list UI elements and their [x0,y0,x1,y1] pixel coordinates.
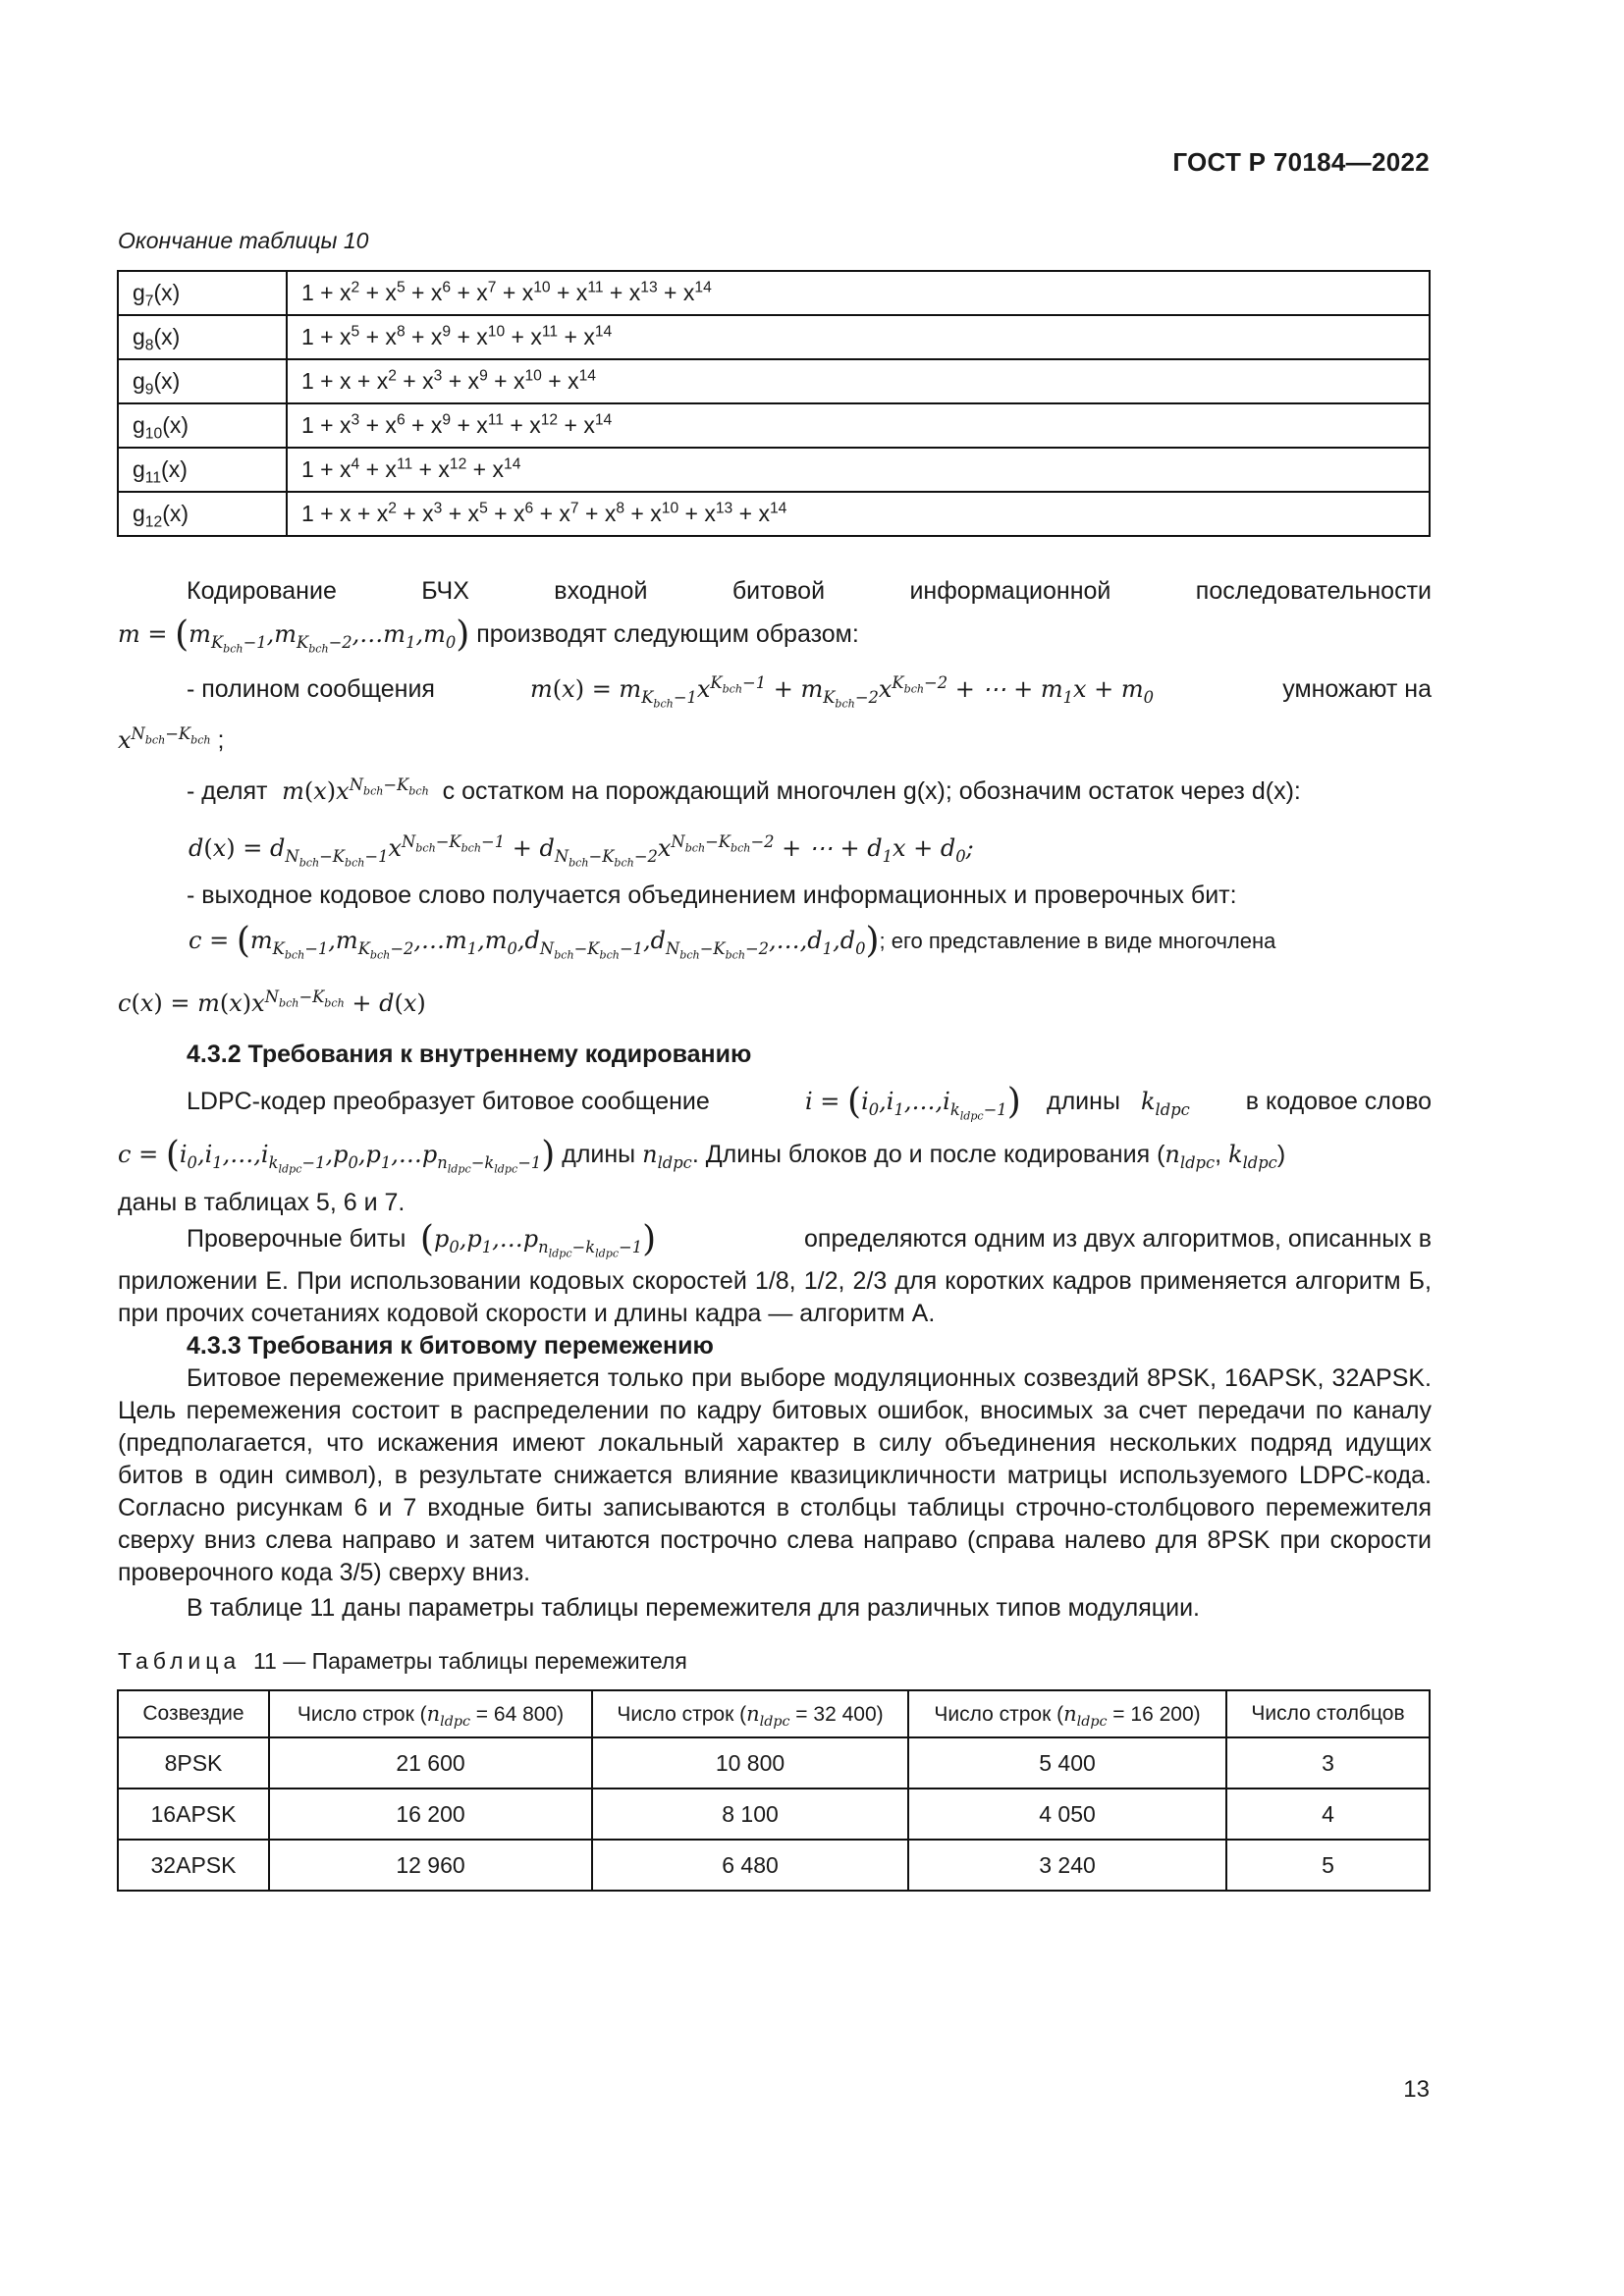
item-divide: - делят $m(x)x^{N_{bch}-K_{bch}}$ с остатком на порождающий многочлен g(x); обозначим остаток через d(x): [187,775,1301,805]
table10 [117,270,1431,537]
table-row: $g_7(x)$ $1 + x^2 + x^5 + x^6 + x^7 + x^{10} + x^{11} + x^{13} + x^{14}$ [118,271,1430,315]
formula-remainder: $d(x) = d_{N_{bch}-K_{bch}-1}x^{N_{bch}-K_{bch}-1} + d_{N_{bch}-K_{bch}-2}x^{N_{bch}-K_{bch}-2}$ + ⋯ + $d_1x + d_0$; [189,832,974,870]
paragraph-ldpc-line2: $c = (i_0,i_1,\dots,i_{k_{ldpc}-1},p_0,p_1,\dots p_{n_{ldpc}-k_{ldpc}-1})$ длины $n_{ldpc}$. Длины блоков до и после кодирования ($n_{ldpc}$, $k_{ldpc}$) [118,1135,1286,1176]
formula-codeword-poly: $c(x) = m(x)x^{N_{bch}-K_{bch}} + d(x)$ [118,988,426,1017]
table11 [117,1689,1431,1892]
paragraph-table11-ref: В таблице 11 даны параметры таблицы перемежителя для различных типов модуляции. [187,1594,1200,1622]
paragraph-interleaving: Битовое перемежение применяется только при выборе модуляционных созвездий 8PSK, 16APSK, 32APSK. Цель перемежения состоит в распределении по кадру битовых ошибок, вносимых за счет передачи по каналу (предполагается, что искажения имеют локальный характер в силу объединения нескольких подряд идущих битов в один символ), в результате снижается влияние квазицикличности матрицы используемого LDPC-кода. Согласно рисункам 6 и 7 входные биты записываются в столбцы таблицы строчно-столбцового перемежителя сверху вниз слева направо и затем читаются построчно слева направо (справа налево для 8PSK при скорости проверочного кода 3/5) сверху вниз. [118,1364,1432,1586]
document-page: ГОСТ Р 70184—2022 Окончание таблицы 10 $g_7(x)$ $1 + x^2 + x^5 + x^6 + x^7 + x^{10} + x^{11} + x^{13} + x^{14}$ $g_8(x)$ $1 + x^5 + x^8 + x^9 + x^{10} + x^{11} + x^{14}$ $g_9(x)$ $1 + x + x^2 + x^3 + x^9 + x^{10} + x^{14}$ $g_{10}(x)$ $1 + x^3 + x^6 + x^9 + x^{11} + x^{12} + x^{14}$ $g_{11}(x)$ $1 + x^4 + x^{11} + x^{12} + x^{14}$ $g_{12}(x)$ $1 + x + x^2 + x^3 + x^5 + x^6 + x^7 + x^8 + x^{10} + x^{13} + x^{14}$ Кодирование БЧХ входной битовой информационной последовательности $m = (m_{K_{bch}-1},m_{K_{bch}-2},\dots m_1,m_0)$ производят следующим образом: - полином сообщения $m(x) = m_{K_{bch}-1}x^{K_{bch}-1} + m_{K_{bch}-2}x^{K_{bch}-2}$ + ⋯ + $m_1x + m_0$ умножают на $x^{N_{bch}-K_{bch}}$ ; - делят $m(x)x^{N_{bch}-K_{bch}}$ с остатком на порождающий многочлен g(x); обозначим остаток через d(x): $d(x) = d_{N_{bch}-K_{bch}-1}x^{N_{bch}-K_{bch}-1} + d_{N_{bch}-K_{bch}-2}x^{N_{bch}-K_{bch}-2}$ + ⋯ + $d_1x + d_0$; - выходное кодовое слово получается объединением информационных и проверочных бит: $c = (m_{K_{bch}-1},m_{K_{bch}-2},\dots m_1,m_0,d_{N_{bch}-K_{bch}-1},d_{N_{bch}-K_{bch}-2},\dots,d_1,d_0)$; его представление в виде многочлена $c(x) = m(x)x^{N_{bch}-K_{bch}} + d(x)$ 4.3.2 Требования к внутреннему кодированию LDPC-кодер преобразует битовое сообщение $i = (i_0,i_1,\dots,i_{k_{ldpc}-1})$ длины $k_{ldpc}$ в кодовое слово $c = (i_0,i_1,\dots,i_{k_{ldpc}-1},p_0,p_1,\dots p_{n_{ldpc}-k_{ldpc}-1})$ длины $n_{ldpc}$. Длины блоков до и после кодирования ($n_{ldpc}$, $k_{ldpc}$) даны в таблицах 5, 6 и 7. Проверочные биты $(p_0,p_1,\dots p_{n_{ldpc}-k_{ldpc}-1})$ определяются одним из двух алгоритмов, описанных в приложении Е. При использовании кодовых скоростей 1/8, 1/2, 2/3 для коротких кадров применяется алгоритм Б, при прочих сочетаниях кодовой скорости и длины кадра — алгоритм А. 4.3.3 Требования к битовому перемежению Битовое перемежение применяется только при выборе модуляционных созвездий 8PSK, 16APSK, 32APSK. Цель перемежения состоит в распределении по кадру битовых ошибок, вносимых за счет передачи по каналу (предполагается, что искажения имеют локальный характер в силу объединения нескольких подряд идущих битов в один символ), в результате снижается влияние квазицикличности матрицы используемого LDPC-кода. Согласно рисункам 6 и 7 входные биты записываются в столбцы таблицы строчно-столбцового перемежителя сверху вниз слева направо и затем читаются построчно слева направо (справа налево для 8PSK при скорости проверочного кода 3/5) сверху вниз. В таблице 11 даны параметры таблицы перемежителя для различных типов модуляции. Таблица 11 — Параметры таблицы перемежителя Созвездие Число строк ($n_{ldpc} = 64$ 800) Число строк ($n_{ldpc} = 32$ 400) Число строк ($n_{ldpc} = 16$ 200) Число столбцов 8PSK 21 600 10 800 5 400 3 16APSK 16 200 8 100 4 050 4 32APSK 12 960 6 480 3 240 5 13 [0,0,1624,2296]
section-4-3-2-heading: 4.3.2 Требования к внутреннему кодированию [187,1041,752,1068]
table-row: $g_8(x)$ $1 + x^5 + x^8 + x^9 + x^{10} + x^{11} + x^{14}$ [118,315,1430,359]
table-header-row: Созвездие Число строк ($n_{ldpc} = 64$ 800) Число строк ($n_{ldpc} = 32$ 400) Число строк ($n_{ldpc} = 16$ 200) Число столбцов [118,1690,1430,1737]
table-row: 32APSK 12 960 6 480 3 240 5 [118,1840,1430,1891]
table-row: $g_9(x)$ $1 + x + x^2 + x^3 + x^9 + x^{10} + x^{14}$ [118,359,1430,403]
formula-codeword: $c = (m_{K_{bch}-1},m_{K_{bch}-2},\dots m_1,m_0,d_{N_{bch}-K_{bch}-1},d_{N_{bch}-K_{bch}-2},\dots,d_1,d_0)$; его представление в виде многочлена [189,921,1276,962]
section-4-3-3-heading: 4.3.3 Требования к битовому перемежению [187,1332,714,1360]
page-number: 13 [1403,2076,1430,2103]
table-row: $g_{11}(x)$ $1 + x^4 + x^{11} + x^{12} + x^{14}$ [118,448,1430,492]
table11-caption: Таблица 11 — Параметры таблицы перемежителя [118,1648,687,1674]
table-row: 8PSK 21 600 10 800 5 400 3 [118,1737,1430,1789]
item-message-power: $x^{N_{bch}-K_{bch}}$ ; [118,724,225,754]
paragraph-bch: Кодирование БЧХ входной битовой информационной последовательности [187,577,1432,605]
table-row: $g_{10}(x)$ $1 + x^3 + x^6 + x^9 + x^{11} + x^{12} + x^{14}$ [118,403,1430,448]
table-row: $g_{12}(x)$ $1 + x + x^2 + x^3 + x^5 + x^6 + x^7 + x^8 + x^{10} + x^{13} + x^{14}$ [118,492,1430,536]
item-output: - выходное кодовое слово получается объединением информационных и проверочных бит: [187,881,1237,909]
paragraph-parity-rest: приложении Е. При использовании кодовых скоростей 1/8, 1/2, 2/3 для коротких кадров применяется алгоритм Б, при прочих сочетаниях кодовой скорости и длины кадра — алгоритм А. [118,1267,1432,1327]
paragraph-parity-line1: Проверочные биты $(p_0,p_1,\dots p_{n_{ldpc}-k_{ldpc}-1})$ определяются одним из двух алгоритмов, описанных в [187,1219,1432,1260]
table-row: 16APSK 16 200 8 100 4 050 4 [118,1789,1430,1840]
table10-caption: Окончание таблицы 10 [118,228,369,253]
paragraph-ldpc-line3: даны в таблицах 5, 6 и 7. [118,1189,406,1216]
paragraph-bch-line2: $m = (m_{K_{bch}-1},m_{K_{bch}-2},\dots m_1,m_0)$ производят следующим образом: [118,614,859,656]
doc-header: ГОСТ Р 70184—2022 [1172,147,1430,177]
